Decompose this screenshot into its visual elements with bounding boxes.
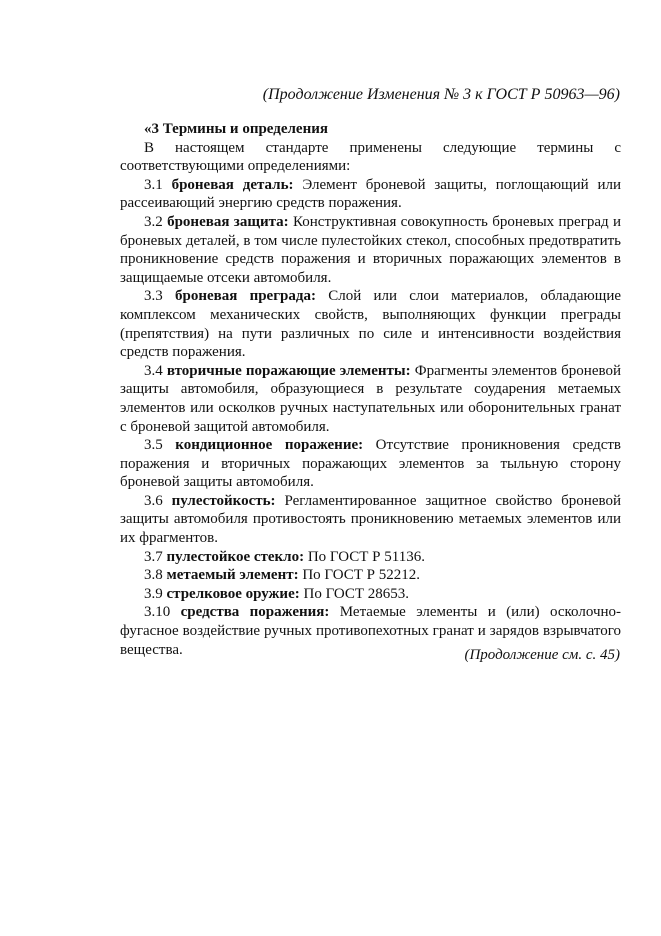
term-definition: Конструктивная совокупность броневых преград и броневых деталей, в том числе пулестойких стекол, способных предотвратить проникновение средств поражения и вторичных поражающих элементов в защищаемые отсеки автомобиля. [120, 213, 622, 286]
term-number: 3.4 [144, 362, 163, 379]
term-definition: По ГОСТ 28653. [303, 585, 410, 602]
term-name: пулестойкость: [171, 492, 276, 509]
term-definition: Фрагменты элементов броневой защиты автомобиля, образующиеся в результате соударения метаемых элементов или осколков ручных наступательных или оборонительных гранат с броневой защитой автомобиля. [120, 362, 622, 435]
term-paragraph [120, 213, 621, 287]
term-name: метаемый элемент: [166, 567, 299, 584]
term-definition: Регламентированное защитное свойство броневой защиты автомобиля противостоять проникновению метаемых элементов или их фрагментов. [120, 492, 621, 547]
term-number: 3.9 [144, 585, 163, 602]
term-paragraph [120, 436, 621, 492]
term-paragraph [120, 176, 621, 213]
term-name: броневая деталь: [171, 176, 294, 193]
term-paragraph [120, 362, 621, 436]
terms-section [120, 120, 621, 659]
term-paragraph [120, 585, 621, 604]
term-name: средства поражения: [180, 604, 330, 621]
term-number: 3.2 [144, 213, 163, 230]
term-name: вторичные поражающие элементы: [166, 362, 411, 379]
term-paragraph [120, 566, 621, 585]
term-definition: Элемент броневой защиты, поглощающий или рассеивающий энергию средств поражения. [120, 176, 621, 212]
term-definition: По ГОСТ Р 51136. [307, 548, 425, 565]
term-definition: Метаемые элементы и (или) осколочно-фугасное воздействие ручных противопехотных гранат и зарядов взрывчатого вещества. [120, 604, 622, 658]
section-intro: В настоящем стандарте применены следующие термины с соответствующими определениями: [120, 139, 621, 175]
term-number: 3.5 [144, 437, 163, 454]
term-paragraph [120, 492, 621, 548]
term-number: 3.8 [144, 567, 163, 584]
section-heading: «3 Термины и определения [144, 121, 328, 137]
term-definition: По ГОСТ Р 52212. [302, 567, 420, 584]
term-definition: Слой или слои материалов, обладающие комплексом механических свойств, выполняющих функции преграды (препятствия) на пути различных по силе и интенсивности воздействия средств поражения. [120, 288, 621, 361]
term-definition: Отсутствие проникновения средств поражения и вторичных поражающих элементов за тыльную сторону броневой защиты автомобиля. [120, 437, 622, 491]
term-number: 3.10 [144, 604, 171, 621]
term-number: 3.7 [144, 548, 163, 565]
term-paragraph [120, 548, 621, 567]
continuation-footer: (Продолжение см. с. 45) [464, 647, 620, 663]
continuation-header: (Продолжение Изменения № 3 к ГОСТ Р 50963—96) [262, 86, 620, 103]
term-number: 3.1 [144, 176, 163, 193]
term-name: броневая преграда: [174, 288, 316, 305]
term-number: 3.3 [144, 288, 163, 305]
term-name: броневая защита: [167, 213, 289, 230]
term-number: 3.6 [144, 492, 163, 509]
term-name: стрелковое оружие: [166, 585, 300, 602]
term-paragraph [120, 287, 621, 361]
term-name: кондиционное поражение: [175, 437, 364, 454]
term-name: пулестойкое стекло: [166, 548, 305, 565]
